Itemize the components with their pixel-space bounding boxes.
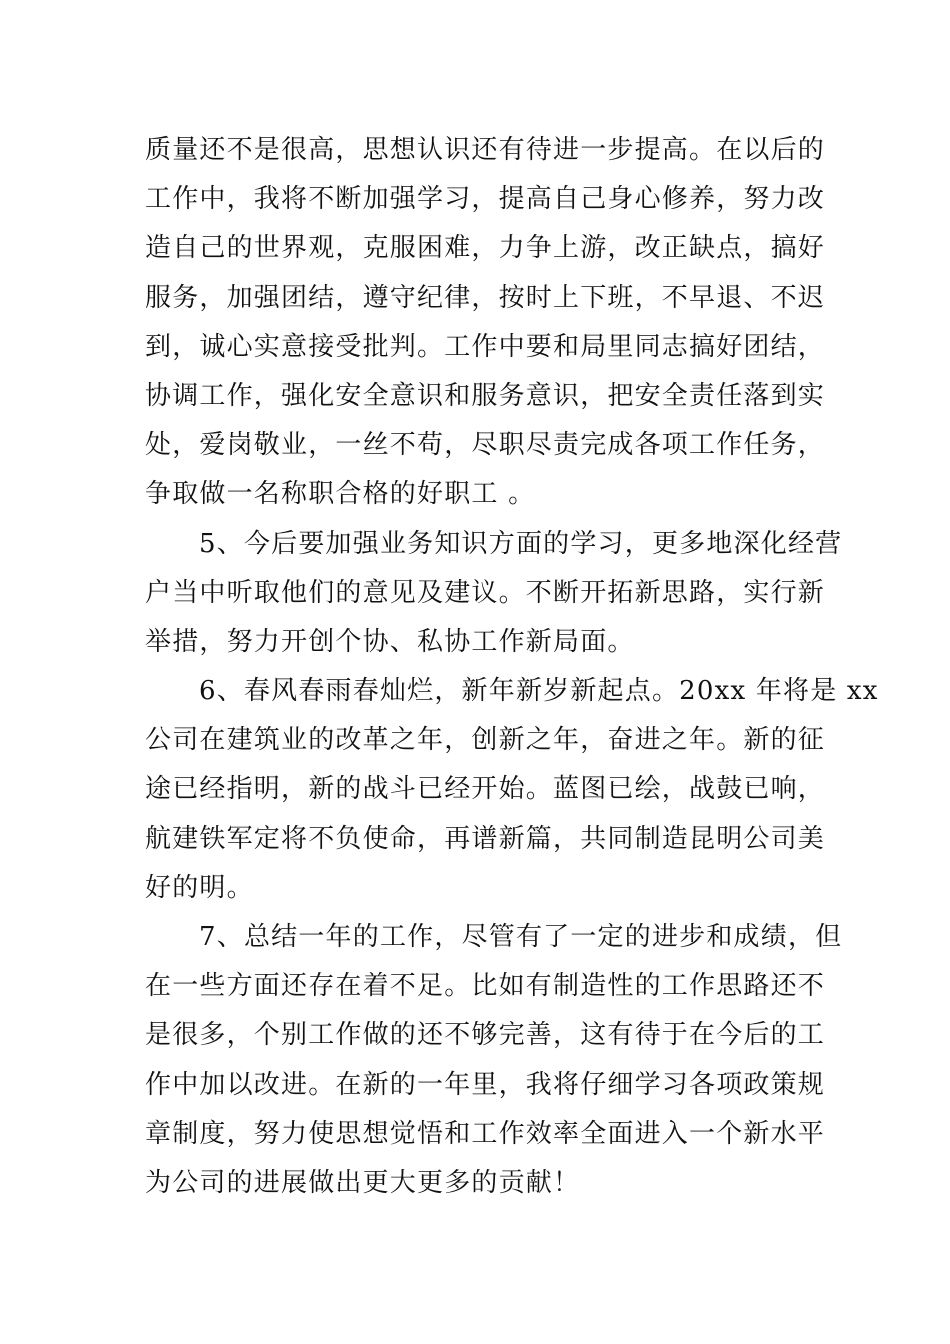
text-line: 6、春风春雨春灿烂，新年新岁新起点。20xx 年将是 xx: [199, 676, 879, 707]
text-line: 航建铁军定将不负使命，再谱新篇，共同制造昆明公司美: [145, 823, 826, 854]
text-line: 户当中听取他们的意见及建议。不断开拓新思路，实行新: [145, 577, 826, 608]
text-line: 协调工作，强化安全意识和服务意识，把安全责任落到实: [145, 380, 826, 411]
text-line: 5、今后要加强业务知识方面的学习，更多地深化经营: [199, 528, 843, 559]
text-line: 质量还不是很高，思想认识还有待进一步提高。在以后的: [145, 135, 826, 165]
text-line: 为公司的进展做出更大更多的贡献！: [145, 1167, 581, 1198]
text-line: 服务，加强团结，遵守纪律，按时上下班，不早退、不迟: [145, 282, 826, 313]
text-line: 在一些方面还存在着不足。比如有制造性的工作思路还不: [145, 971, 826, 1002]
text-line: 途已经指明，新的战斗已经开始。蓝图已绘，战鼓已响，: [145, 774, 826, 805]
text-line: 章制度，努力使思想觉悟和工作效率全面进入一个新水平: [145, 1118, 826, 1149]
text-line: 作中加以改进。在新的一年里，我将仔细学习各项政策规: [145, 1069, 826, 1100]
text-line: 造自己的世界观，克服困难，力争上游，改正缺点，搞好: [145, 233, 826, 264]
text-line: 处，爱岗敬业，一丝不苟，尽职尽责完成各项工作任务，: [145, 430, 826, 461]
text-line: 争取做一名称职合格的好职工 。: [145, 479, 536, 510]
text-line: 举措，努力开创个协、私协工作新局面。: [145, 626, 635, 657]
text-line: 到，诚心实意接受批判。工作中要和局里同志搞好团结，: [145, 331, 826, 362]
text-line: 好的明。: [145, 872, 254, 903]
text-line: 7、总结一年的工作，尽管有了一定的进步和成绩，但: [199, 922, 843, 952]
text-line: 公司在建筑业的改革之年，创新之年，奋进之年。新的征: [145, 725, 826, 756]
text-line: 是很多，个别工作做的还不够完善，这有待于在今后的工: [145, 1020, 826, 1051]
body-text: [145, 126, 879, 1208]
text-line: 工作中，我将不断加强学习，提高自己身心修养，努力改: [145, 184, 826, 215]
